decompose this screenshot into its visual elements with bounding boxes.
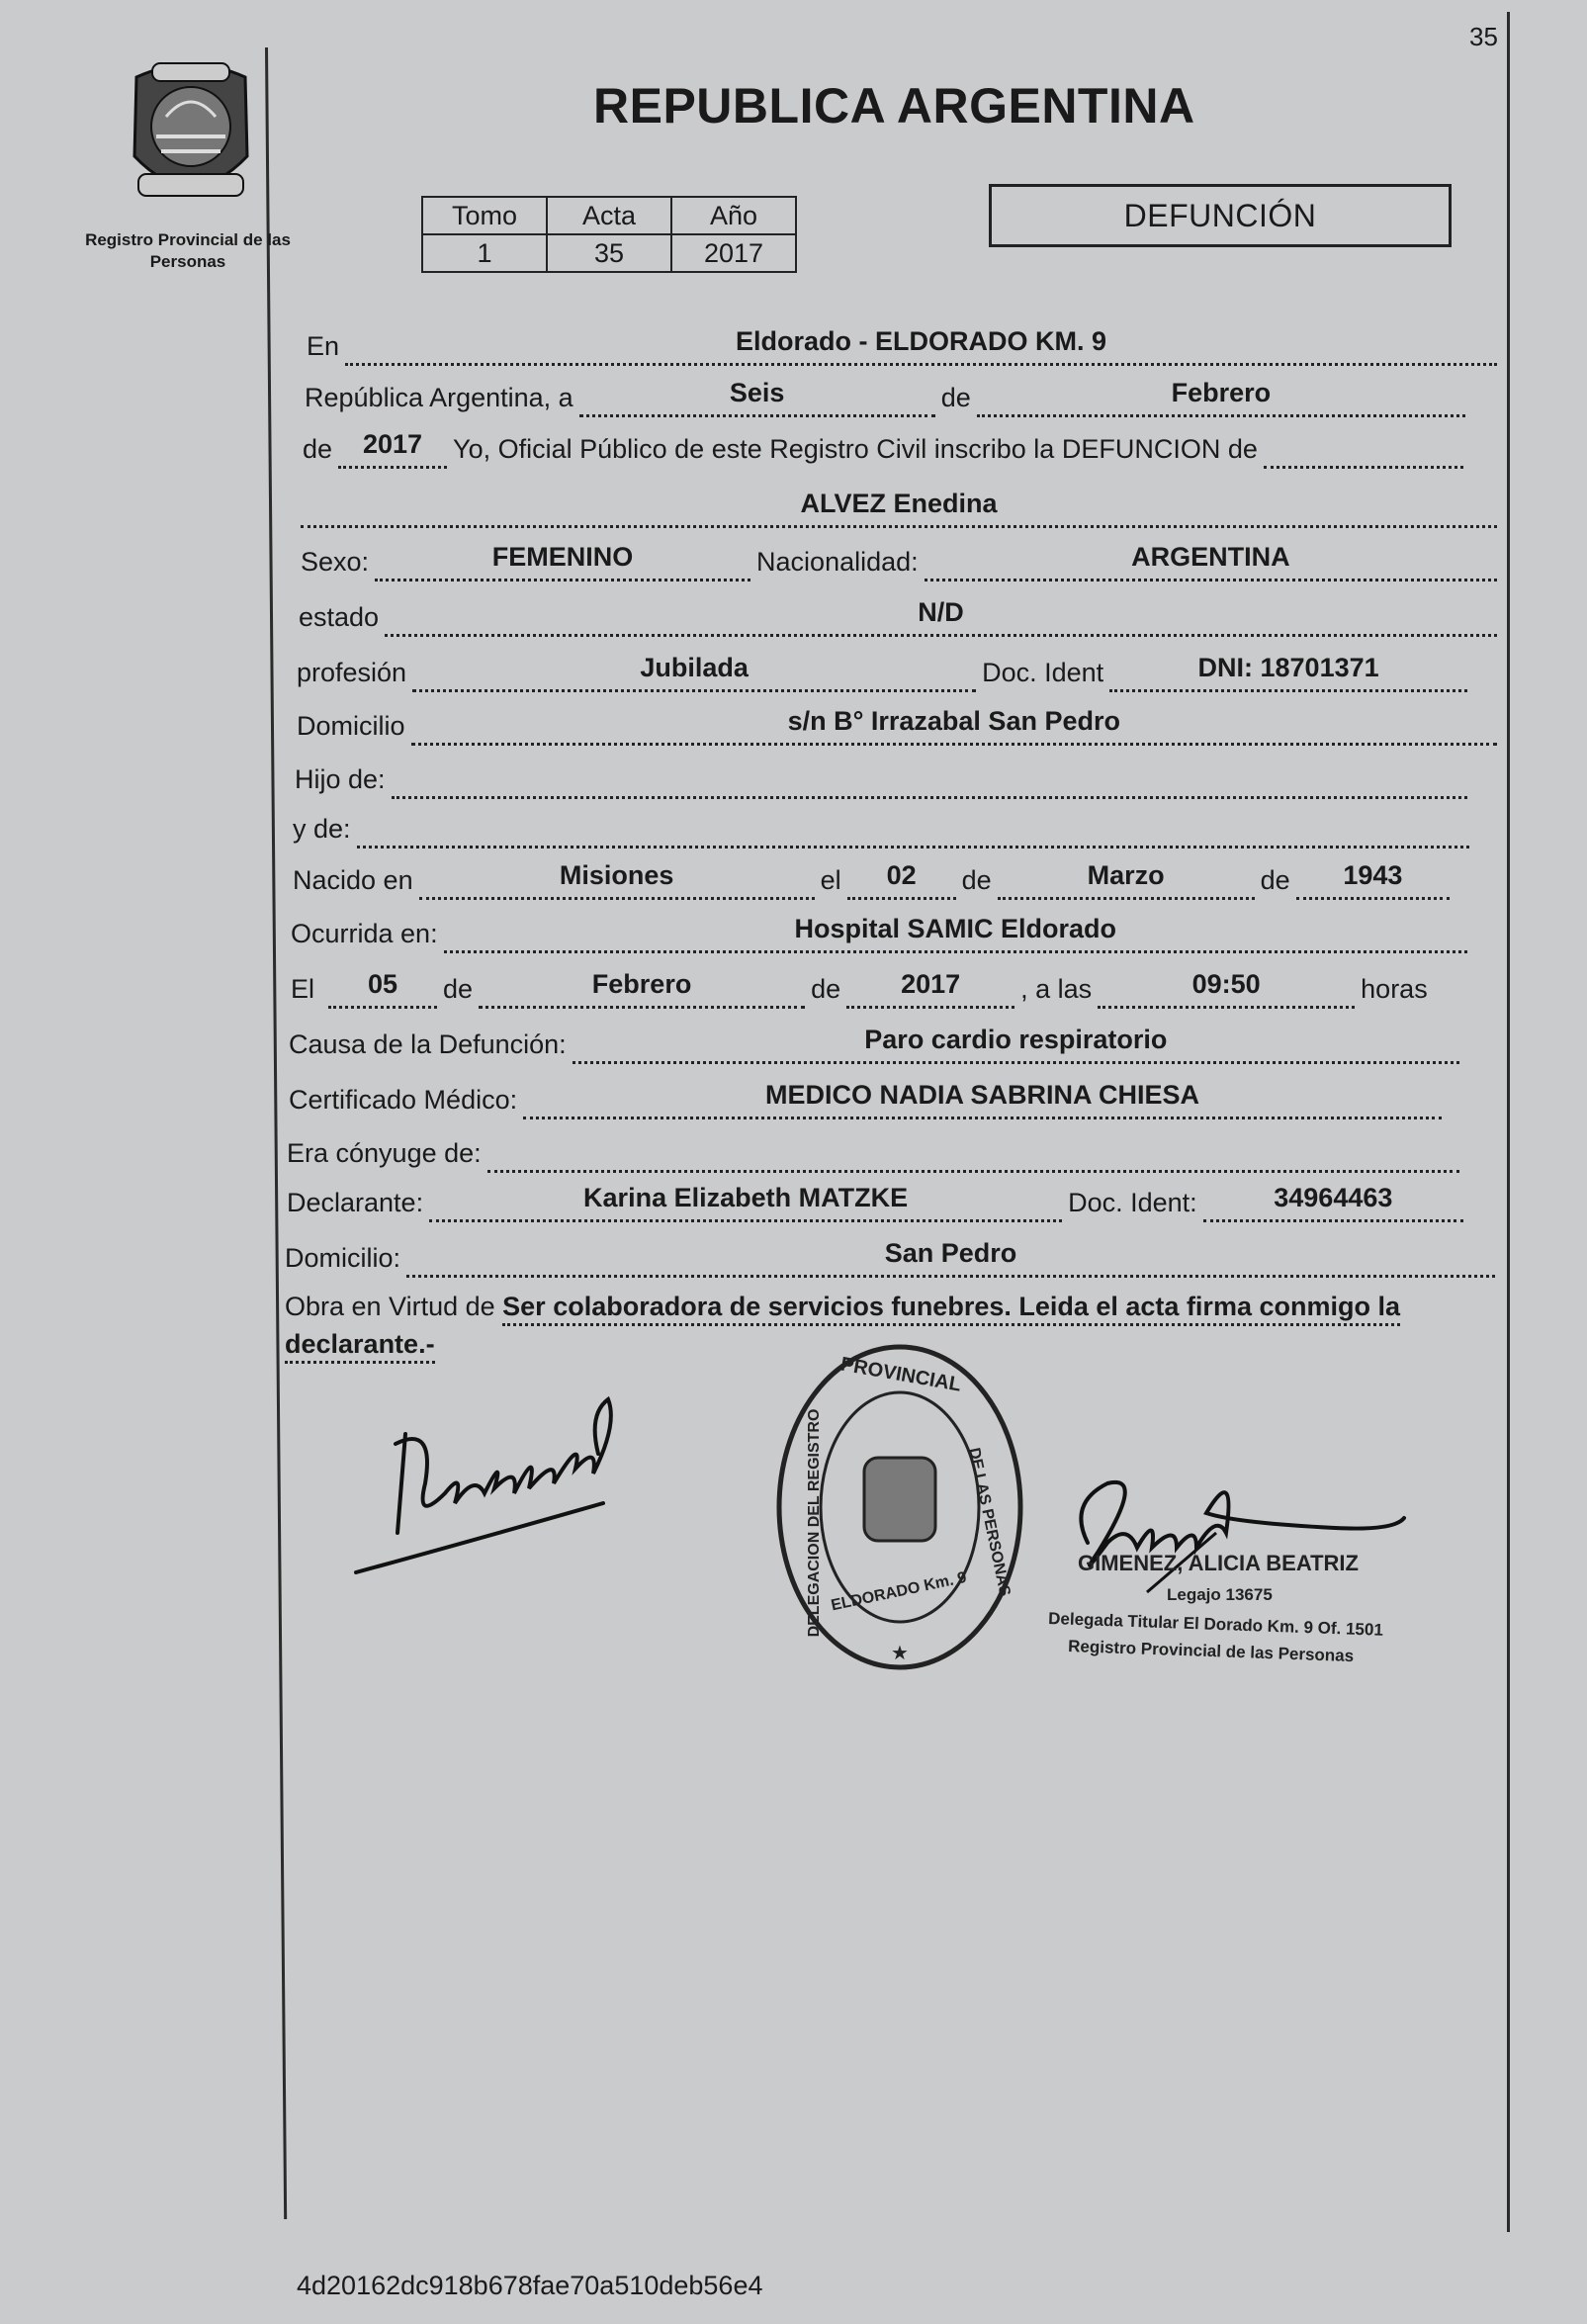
header-anio: Año bbox=[671, 197, 796, 234]
declarante-label: Declarante: bbox=[287, 1188, 424, 1217]
row-nacido bbox=[293, 860, 1455, 900]
row-profesion bbox=[297, 653, 1473, 692]
right-margin-rule bbox=[1507, 12, 1510, 2232]
row-certificado bbox=[289, 1080, 1448, 1119]
ocurrida-field: Hospital SAMIC Eldorado bbox=[444, 911, 1467, 953]
domicilio-field: s/n B° Irrazabal San Pedro bbox=[411, 703, 1497, 746]
nacido-field: Misiones bbox=[419, 857, 815, 900]
value-anio: 2017 bbox=[671, 234, 796, 272]
de-label-5: de bbox=[443, 974, 474, 1004]
svg-text:DE LAS PERSONAS: DE LAS PERSONAS bbox=[965, 1446, 1014, 1598]
oficial-text: Yo, Oficial Público de este Registro Civil inscribo la DEFUNCION de bbox=[453, 434, 1258, 464]
misiones-crest-logo bbox=[117, 57, 265, 216]
estado-label: estado bbox=[299, 602, 380, 632]
causa-field: Paro cardio respiratorio bbox=[573, 1022, 1459, 1064]
ocurrida-label: Ocurrida en: bbox=[291, 919, 438, 948]
row-en bbox=[307, 326, 1503, 366]
declarante-field: Karina Elizabeth MATZKE bbox=[429, 1180, 1062, 1222]
nacido-label: Nacido en bbox=[293, 865, 413, 895]
value-tomo: 1 bbox=[422, 234, 547, 272]
en-label: En bbox=[307, 331, 340, 361]
value-acta: 35 bbox=[547, 234, 671, 272]
svg-text:★: ★ bbox=[891, 1641, 909, 1664]
svg-text:Delegada Titular El Dorado Km.: Delegada Titular El Dorado Km. 9 Of. 1501 bbox=[1047, 1609, 1384, 1640]
document-type-box: DEFUNCIÓN bbox=[989, 184, 1452, 247]
certificado-field: MEDICO NADIA SABRINA CHIESA bbox=[523, 1077, 1442, 1119]
row-estado bbox=[299, 597, 1503, 637]
nacionalidad-label: Nacionalidad: bbox=[756, 547, 919, 577]
domicilio2-label: Domicilio: bbox=[285, 1243, 401, 1273]
row-sexo bbox=[301, 542, 1503, 581]
def-mes-field: Febrero bbox=[479, 966, 805, 1009]
de-label-3: de bbox=[961, 865, 992, 895]
registro-provincial-label: Registro Provincial de las Personas bbox=[85, 230, 291, 271]
declarant-signature bbox=[346, 1375, 643, 1592]
estado-field: N/D bbox=[385, 594, 1497, 637]
obra-value-line1: Ser colaboradora de servicios funebres. Leida el acta firma conmigo la bbox=[502, 1292, 1400, 1326]
row-nombre bbox=[301, 489, 1503, 528]
row-ocurrida bbox=[291, 914, 1473, 953]
de-label: de bbox=[940, 383, 971, 412]
nombre-field: ALVEZ Enedina bbox=[301, 486, 1497, 528]
nac-dia-field: 02 bbox=[847, 857, 956, 900]
row-causa bbox=[289, 1025, 1465, 1064]
domicilio-label: Domicilio bbox=[297, 711, 405, 741]
hijo-label: Hijo de: bbox=[295, 764, 386, 794]
row-fecha bbox=[305, 378, 1471, 417]
profesion-label: profesión bbox=[297, 658, 407, 687]
svg-text:ELDORADO Km. 9: ELDORADO Km. 9 bbox=[830, 1568, 969, 1615]
header-acta: Acta bbox=[547, 197, 671, 234]
row-obra-2 bbox=[285, 1329, 435, 1360]
oficial-trailing-field bbox=[1264, 426, 1463, 469]
row-oficial bbox=[303, 429, 1469, 469]
certificado-label: Certificado Médico: bbox=[289, 1085, 518, 1115]
sexo-field: FEMENINO bbox=[375, 539, 750, 581]
profesion-field: Jubilada bbox=[412, 650, 976, 692]
def-dia-field: 05 bbox=[328, 966, 437, 1009]
row-domicilio bbox=[297, 706, 1503, 746]
row-fecha-defuncion bbox=[291, 969, 1497, 1009]
row-hijo bbox=[295, 760, 1473, 799]
document-title: REPUBLICA ARGENTINA bbox=[593, 78, 1195, 134]
causa-label: Causa de la Defunción: bbox=[289, 1029, 567, 1059]
yde-label: y de: bbox=[293, 814, 351, 844]
row-obra bbox=[285, 1292, 1400, 1322]
de-label-6: de bbox=[811, 974, 841, 1004]
conyuge-field bbox=[487, 1130, 1459, 1173]
svg-text:Legajo 13675: Legajo 13675 bbox=[1167, 1585, 1273, 1604]
el-label: el bbox=[820, 865, 841, 895]
de-label-4: de bbox=[1260, 865, 1290, 895]
tomo-acta-anio-table bbox=[421, 196, 797, 273]
svg-text:GIMENEZ, ALICIA BEATRIZ: GIMENEZ, ALICIA BEATRIZ bbox=[1078, 1551, 1359, 1575]
row-declarante bbox=[287, 1183, 1469, 1222]
mes-field: Febrero bbox=[977, 375, 1465, 417]
page-number: 35 bbox=[1469, 22, 1498, 51]
def-anio-field: 2017 bbox=[846, 966, 1014, 1009]
obra-label: Obra en Virtud de bbox=[285, 1292, 495, 1321]
left-margin-rule bbox=[265, 47, 287, 2219]
document-hash: 4d20162dc918b678fae70a510deb56e4 bbox=[297, 2271, 763, 2300]
nac-mes-field: Marzo bbox=[998, 857, 1255, 900]
hora-field: 09:50 bbox=[1098, 966, 1355, 1009]
alas-label: , a las bbox=[1020, 974, 1093, 1004]
horas-label: horas bbox=[1361, 974, 1428, 1004]
row-conyuge bbox=[287, 1133, 1465, 1173]
official-signature-block bbox=[1038, 1454, 1473, 1681]
sexo-label: Sexo: bbox=[301, 547, 370, 577]
svg-text:DELEGACION DEL REGISTRO: DELEGACION DEL REGISTRO bbox=[806, 1408, 823, 1638]
declarante-doc-field: 34964463 bbox=[1203, 1180, 1463, 1222]
en-field: Eldorado - ELDORADO KM. 9 bbox=[345, 323, 1497, 366]
svg-text:Registro Provincial de las Per: Registro Provincial de las Personas bbox=[1067, 1637, 1355, 1666]
svg-text:PROVINCIAL: PROVINCIAL bbox=[838, 1353, 963, 1396]
row-domicilio-declarante bbox=[285, 1238, 1501, 1278]
de-label-2: de bbox=[303, 434, 333, 464]
el2-label: El bbox=[291, 974, 315, 1004]
header-tomo: Tomo bbox=[422, 197, 547, 234]
conyuge-label: Era cónyuge de: bbox=[287, 1138, 482, 1168]
row-yde bbox=[293, 809, 1475, 849]
obra-value-line2: declarante.- bbox=[285, 1329, 435, 1364]
yde-field bbox=[357, 806, 1469, 849]
declarante-doc-label: Doc. Ident: bbox=[1068, 1188, 1197, 1217]
dia-field: Seis bbox=[579, 375, 935, 417]
nacionalidad-field: ARGENTINA bbox=[925, 539, 1497, 581]
anio-field: 2017 bbox=[338, 426, 447, 469]
nac-anio-field: 1943 bbox=[1296, 857, 1450, 900]
docident-label: Doc. Ident bbox=[982, 658, 1104, 687]
domicilio2-field: San Pedro bbox=[406, 1235, 1495, 1278]
hijo-field bbox=[392, 757, 1467, 799]
docident-field: DNI: 18701371 bbox=[1109, 650, 1467, 692]
registro-official-stamp bbox=[773, 1337, 1030, 1683]
republica-label: República Argentina, a bbox=[305, 383, 573, 412]
